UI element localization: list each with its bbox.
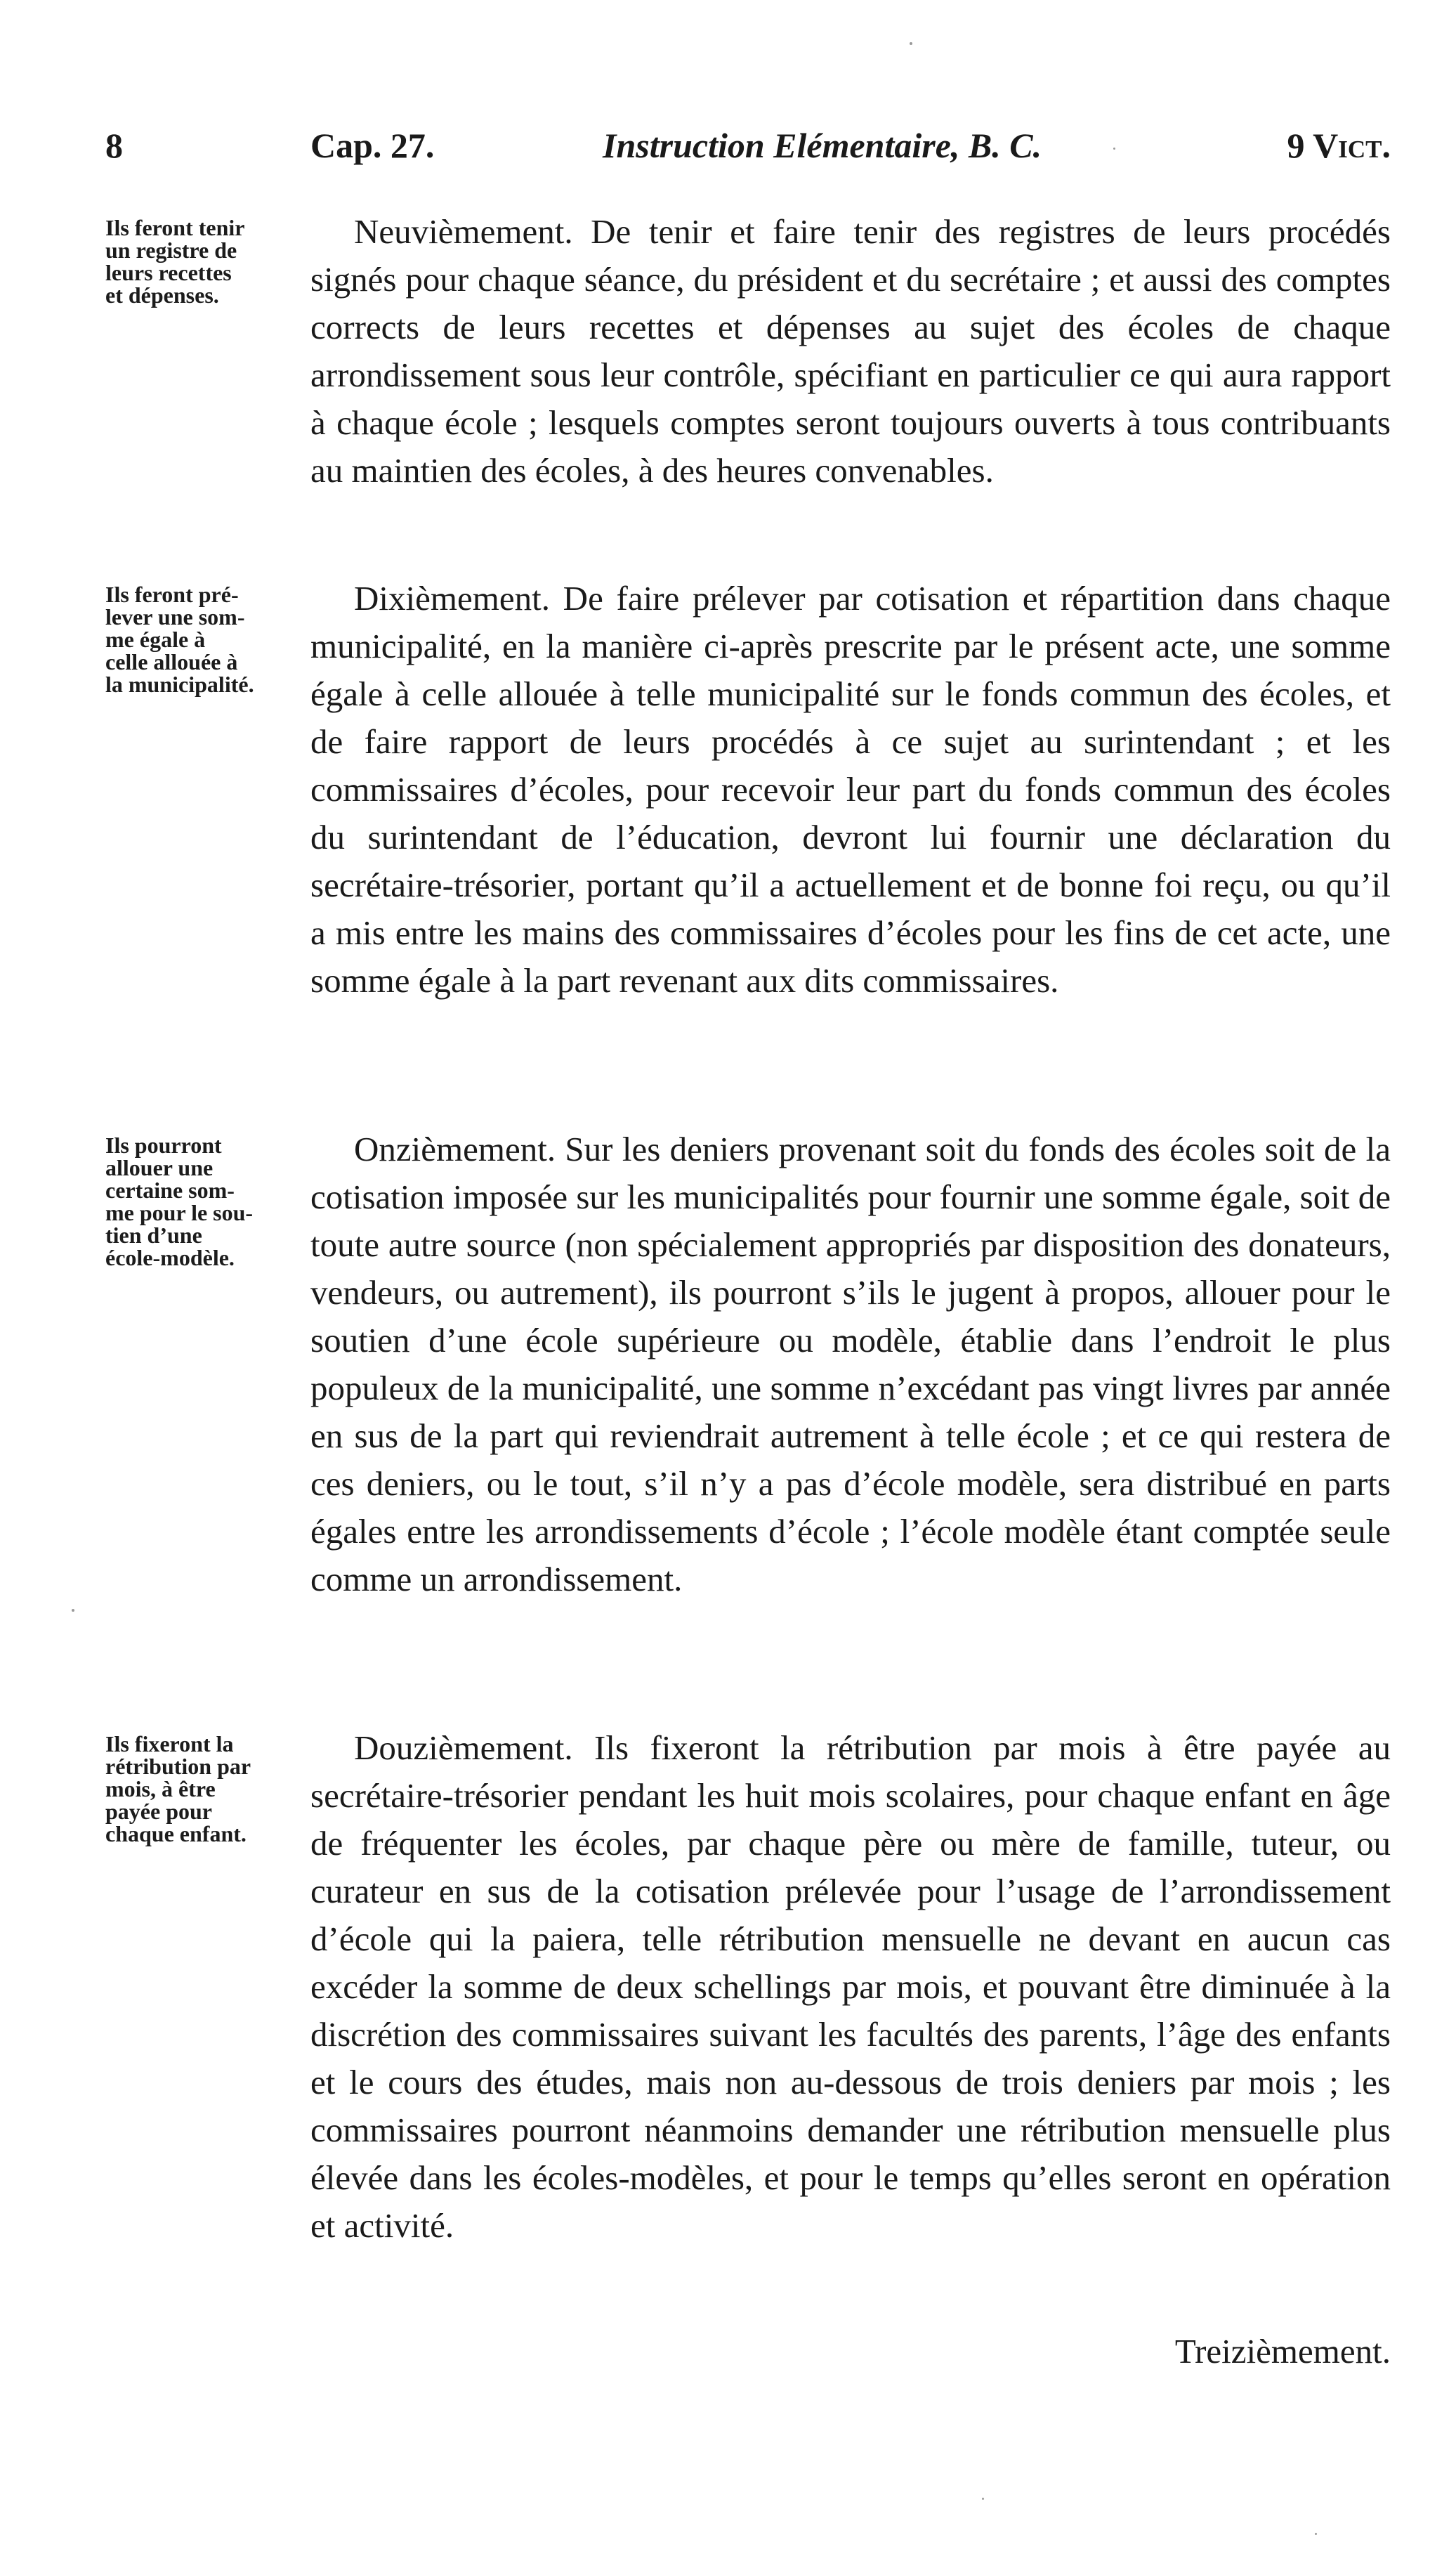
scan-speck	[1113, 148, 1115, 150]
scan-speck	[910, 42, 912, 45]
margin-note: Ils fixeront la rétribution par mois, à être payée pour chaque enfant.	[105, 1731, 251, 1846]
running-title: Instruction Elémentaire, B. C.	[603, 126, 1042, 165]
page-number: 8	[105, 126, 123, 165]
paragraph: Neuvièmement. De tenir et faire tenir des registres de leurs procédés signés pour chaque séance, du président et du secrétaire ; et aussi des comptes corrects de leurs recettes et dépenses au sujet des écoles de chaque arrondissement sous leur contrôle, spécifiant en particulier ce qui aura rapport à chaque école ; lesquels comptes seront toujours ouverts à tous contribuants au maintien des écoles, à des heures convenables.	[310, 212, 1391, 490]
running-header	[105, 125, 1391, 174]
scan-speck	[1315, 2533, 1317, 2535]
margin-note: Ils feront pré- lever une som- me égale à celle allouée à la municipalité.	[105, 582, 254, 697]
margin-note: Ils feront tenir un registre de leurs recettes et dépenses.	[105, 215, 245, 308]
margin-note: Ils pourront allouer une certaine som- me pour le sou- tien d’une école-modèle.	[105, 1133, 254, 1270]
catchword: Treizièmement.	[1174, 2332, 1391, 2371]
regnal-year: 9 Vict.	[1287, 126, 1391, 165]
paragraph: Douzièmement. Ils fixeront la rétribution par mois à être payée au secrétaire-trésorier pendant les huit mois scolaires, pour chaque enfant en âge de fréquenter les écoles, par chaque père ou mère de famille, tuteur, ou curateur en sus de la cotisation prélevée pour l’usage de l’arrondissement d’école qui la paiera, telle rétribution mensuelle ne devant en aucun cas excéder la somme de deux schellings par mois, et pouvant être diminuée à la discrétion des commissaires suivant les facultés des parents, l’âge des enfants et le cours des études, mais non au-dessous de trois deniers par mois ; les commissaires pourront néanmoins demander une rétribution mensuelle plus élevée dans les écoles-modèles, et pour le temps qu’elles seront en opération et activité.	[310, 1728, 1391, 2245]
paragraph: Onzièmement. Sur les deniers provenant soit du fonds des écoles soit de la cotisation imposée sur les municipalités pour fournir une somme égale, soit de toute autre source (non spécialement appropriés par disposition des donateurs, vendeurs, ou autrement), ils pourront s’ils le jugent à propos, allouer pour le soutien d’une école supérieure ou modèle, établie dans l’endroit le plus populeux de la municipalité, une somme n’excédant pas vingt livres par année en sus de la part qui reviendrait autrement à telle école ; et ce qui restera de ces deniers, ou le tout, s’il n’y a pas d’école modèle, sera distribué en parts égales entre les arrondissements d’école ; l’école modèle étant comptée seule comme un arrondissement.	[310, 1130, 1391, 1598]
scan-speck	[72, 1609, 74, 1612]
chapter-label: Cap. 27.	[310, 126, 435, 165]
paragraph: Dixièmement. De faire prélever par cotisation et répartition dans chaque municipalité, en la manière ci-après prescrite par le présent acte, une somme égale à celle allouée à telle municipalité sur le fonds commun des écoles, et de faire rapport de leurs procédés à ce sujet au surintendant ; et les commissaires d’écoles, pour recevoir leur part du fonds commun des écoles du surintendant de l’éducation, devront lui fournir une déclaration du secrétaire-trésorier, portant qu’il a actuellement et de bonne foi reçu, ou qu’il a mis entre les mains des commissaires d’écoles pour les fins de cet acte, une somme égale à la part revenant aux dits commissaires.	[310, 579, 1391, 1000]
scan-speck	[982, 2498, 984, 2500]
